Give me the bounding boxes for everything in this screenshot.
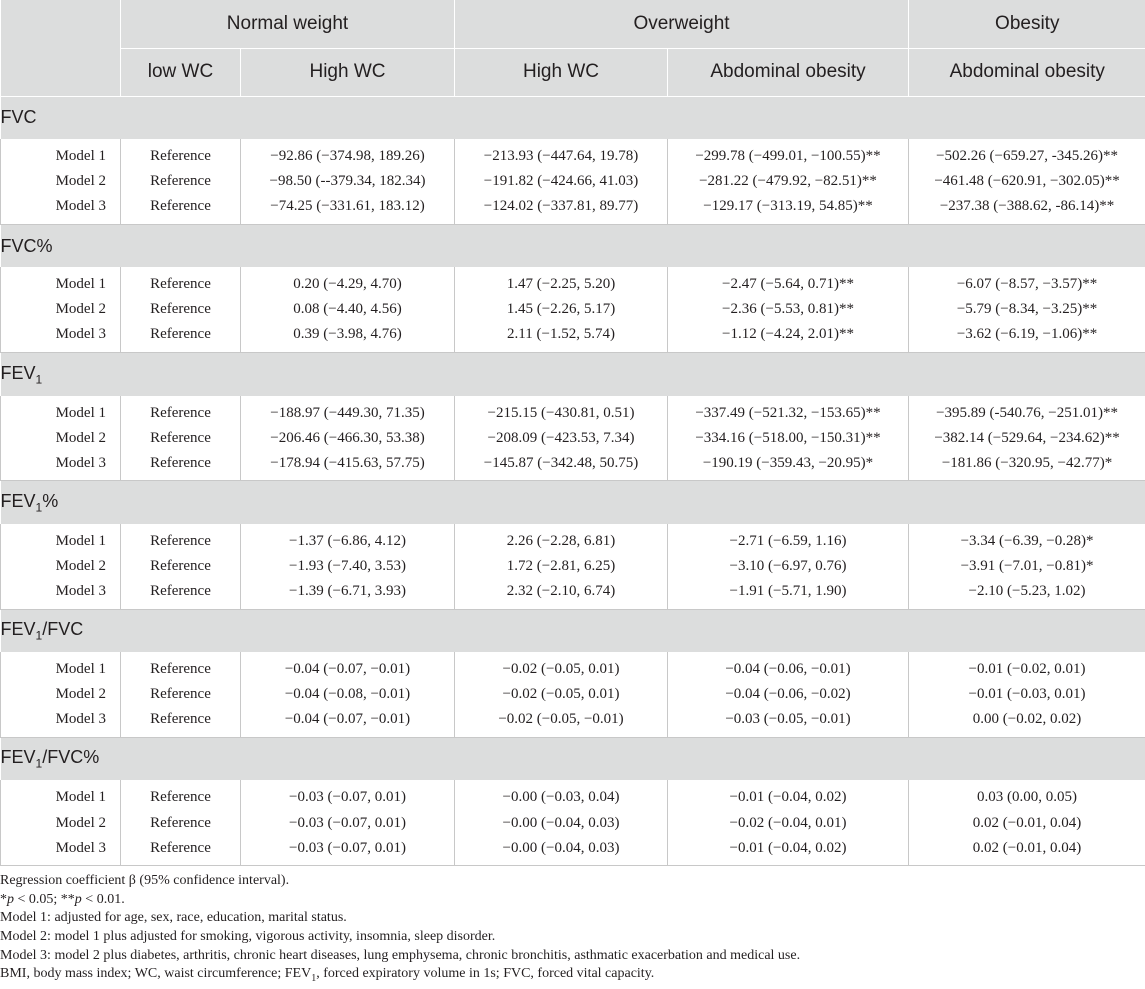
table-cell: −334.16 (−518.00, −150.31)** [668,426,909,451]
section-fev1-fvc [1,609,1145,737]
section-fev1-percent [1,481,1145,609]
table-row [1,836,1145,866]
section-fev1 [1,353,1145,481]
table-cell: −190.19 (−359.43, −20.95)* [668,451,909,481]
table-cell: −2.71 (−6.59, 1.16) [668,524,909,554]
table-cell: −145.87 (−342.48, 50.75) [455,451,668,481]
table-cell: Reference [121,579,241,609]
table-cell: −215.15 (−430.81, 0.51) [455,396,668,426]
table-cell: 0.39 (−3.98, 4.76) [241,323,455,353]
row-label: Model 3 [1,579,121,609]
section-fev1-fvc-percent [1,737,1145,865]
table-cell: −124.02 (−337.81, 89.77) [455,194,668,224]
row-label: Model 2 [1,810,121,835]
row-label: Model 1 [1,652,121,682]
table-cell: 1.45 (−2.26, 5.17) [455,297,668,322]
table-cell: Reference [121,524,241,554]
table-cell: Reference [121,682,241,707]
header-group-overweight: Overweight [455,0,909,48]
row-label: Model 1 [1,396,121,426]
table-cell: −299.78 (−499.01, −100.55)** [668,139,909,169]
table-cell: −0.03 (−0.07, 0.01) [241,780,455,810]
footnote-line: Model 3: model 2 plus diabetes, arthritis, chronic heart diseases, lung emphysema, chronic bronchitis, asthmatic exacerbation and medical use. [0,947,1145,966]
table-cell: Reference [121,810,241,835]
header-col-abdominal-obesity-overweight: Abdominal obesity [668,48,909,96]
table-cell: −502.26 (−659.27, -345.26)** [909,139,1145,169]
table-cell: −191.82 (−424.66, 41.03) [455,169,668,194]
header-col-high-wc-overweight: High WC [455,48,668,96]
table-cell: −206.46 (−466.30, 53.38) [241,426,455,451]
table-cell: Reference [121,297,241,322]
section-label: $FEV_1\%$ [1,481,1145,524]
table-cell: 0.20 (−4.29, 4.70) [241,267,455,297]
header-row-groups [1,0,1145,48]
table-cell: Reference [121,652,241,682]
header-group-normal-weight: Normal weight [121,0,455,48]
table-row [1,652,1145,682]
table-row [1,396,1145,426]
table-cell: −181.86 (−320.95, −42.77)* [909,451,1145,481]
table-cell: −0.00 (−0.04, 0.03) [455,810,668,835]
row-label: Model 2 [1,682,121,707]
table-cell: Reference [121,194,241,224]
table-cell: 2.32 (−2.10, 6.74) [455,579,668,609]
table-cell: −0.02 (−0.04, 0.01) [668,810,909,835]
header-row-subcolumns [1,48,1145,96]
table-cell: −0.04 (−0.08, −0.01) [241,682,455,707]
table-cell: −1.91 (−5.71, 1.90) [668,579,909,609]
section-fvc [1,96,1145,224]
table-cell: −461.48 (−620.91, −302.05)** [909,169,1145,194]
header-group-obesity: Obesity [909,0,1145,48]
table-footnotes [0,866,1145,988]
table-cell: 2.11 (−1.52, 5.74) [455,323,668,353]
table-row [1,297,1145,322]
table-cell: −92.86 (−374.98, 189.26) [241,139,455,169]
table-cell: −0.01 (−0.04, 0.02) [668,780,909,810]
table-cell: −395.89 (-540.76, −251.01)** [909,396,1145,426]
table-cell: −237.38 (−388.62, -86.14)** [909,194,1145,224]
table-cell: −0.03 (−0.07, 0.01) [241,810,455,835]
table-row [1,267,1145,297]
table-cell: −3.91 (−7.01, −0.81)* [909,554,1145,579]
footnote-line: Model 1: adjusted for age, sex, race, education, marital status. [0,909,1145,928]
table-cell: −74.25 (−331.61, 183.12) [241,194,455,224]
row-label: Model 3 [1,707,121,737]
table-cell: −178.94 (−415.63, 57.75) [241,451,455,481]
row-label: Model 2 [1,169,121,194]
table-cell: 2.26 (−2.28, 6.81) [455,524,668,554]
footnote-line: *p < 0.05; **p < 0.01. [0,891,1145,910]
table-row [1,139,1145,169]
row-label: Model 1 [1,139,121,169]
table-cell: −129.17 (−313.19, 54.85)** [668,194,909,224]
table-cell: −0.03 (−0.07, 0.01) [241,836,455,866]
table-cell: 1.47 (−2.25, 5.20) [455,267,668,297]
section-label: FVC% [1,224,1145,267]
table-row [1,451,1145,481]
table-cell: −0.04 (−0.07, −0.01) [241,707,455,737]
table-cell: 0.03 (0.00, 0.05) [909,780,1145,810]
table-cell: −3.10 (−6.97, 0.76) [668,554,909,579]
table-cell: −0.02 (−0.05, −0.01) [455,707,668,737]
table-row [1,554,1145,579]
table-cell: −0.01 (−0.04, 0.02) [668,836,909,866]
table-cell: Reference [121,323,241,353]
table-cell: 0.02 (−0.01, 0.04) [909,810,1145,835]
table-cell: −3.34 (−6.39, −0.28)* [909,524,1145,554]
header-col-low-wc: low WC [121,48,241,96]
row-label: Model 2 [1,426,121,451]
table-cell: −337.49 (−521.32, −153.65)** [668,396,909,426]
table-cell: −0.04 (−0.06, −0.01) [668,652,909,682]
table-cell: 0.08 (−4.40, 4.56) [241,297,455,322]
table-row [1,169,1145,194]
table-row [1,323,1145,353]
table-cell: Reference [121,554,241,579]
table-row [1,579,1145,609]
table-cell: Reference [121,451,241,481]
table-row [1,810,1145,835]
table-cell: −0.00 (−0.03, 0.04) [455,780,668,810]
section-label: $FEV_1$ [1,353,1145,396]
table-cell: −208.09 (−423.53, 7.34) [455,426,668,451]
table-cell: −188.97 (−449.30, 71.35) [241,396,455,426]
row-label: Model 3 [1,323,121,353]
table-cell: −2.36 (−5.53, 0.81)** [668,297,909,322]
table-cell: −6.07 (−8.57, −3.57)** [909,267,1145,297]
table-cell: −5.79 (−8.34, −3.25)** [909,297,1145,322]
section-fvc-percent [1,224,1145,352]
row-label: Model 3 [1,836,121,866]
row-label: Model 3 [1,451,121,481]
table-cell: −1.37 (−6.86, 4.12) [241,524,455,554]
header-col-abdominal-obesity-obesity: Abdominal obesity [909,48,1145,96]
row-label: Model 1 [1,524,121,554]
table-row [1,682,1145,707]
table-cell: Reference [121,139,241,169]
footnote-line: BMI, body mass index; WC, waist circumference; $FEV_1$, forced expiratory volume in 1s; FVC, forced vital capacity. [0,965,1145,988]
table-cell: −0.02 (−0.05, 0.01) [455,682,668,707]
table-cell: Reference [121,707,241,737]
header-corner [1,0,121,96]
table-cell: −0.04 (−0.07, −0.01) [241,652,455,682]
table-cell: Reference [121,267,241,297]
table-cell: Reference [121,169,241,194]
table-cell: −0.01 (−0.03, 0.01) [909,682,1145,707]
table-cell: 1.72 (−2.81, 6.25) [455,554,668,579]
section-label: $FEV_1/FVC\%$ [1,737,1145,780]
table-cell: −0.04 (−0.06, −0.02) [668,682,909,707]
table-cell: −0.01 (−0.02, 0.01) [909,652,1145,682]
table-cell: −2.47 (−5.64, 0.71)** [668,267,909,297]
table-cell: −281.22 (−479.92, −82.51)** [668,169,909,194]
table-cell: −1.39 (−6.71, 3.93) [241,579,455,609]
footnote-line: Model 2: model 1 plus adjusted for smoking, vigorous activity, insomnia, sleep disorder. [0,928,1145,947]
table-cell: −382.14 (−529.64, −234.62)** [909,426,1145,451]
table-cell: Reference [121,836,241,866]
row-label: Model 3 [1,194,121,224]
table-row [1,707,1145,737]
table-cell: −98.50 (--379.34, 182.34) [241,169,455,194]
row-label: Model 2 [1,554,121,579]
footnote-line: Regression coefficient β (95% confidence interval). [0,872,1145,891]
section-label: FVC [1,96,1145,139]
table-cell: Reference [121,426,241,451]
table-cell: 0.02 (−0.01, 0.04) [909,836,1145,866]
row-label: Model 2 [1,297,121,322]
row-label: Model 1 [1,780,121,810]
header-col-high-wc-normal: High WC [241,48,455,96]
table-cell: −2.10 (−5.23, 1.02) [909,579,1145,609]
table-cell: 0.00 (−0.02, 0.02) [909,707,1145,737]
table-cell: −1.93 (−7.40, 3.53) [241,554,455,579]
table-cell: −0.03 (−0.05, −0.01) [668,707,909,737]
table-cell: −0.02 (−0.05, 0.01) [455,652,668,682]
row-label: Model 1 [1,267,121,297]
table-cell: Reference [121,780,241,810]
table-row [1,194,1145,224]
table-cell: Reference [121,396,241,426]
table-cell: −213.93 (−447.64, 19.78) [455,139,668,169]
table-cell: −1.12 (−4.24, 2.01)** [668,323,909,353]
table-cell: −0.00 (−0.04, 0.03) [455,836,668,866]
table-row [1,524,1145,554]
section-label: $FEV_1$/FVC [1,609,1145,652]
table-row [1,426,1145,451]
table-row [1,780,1145,810]
table-cell: −3.62 (−6.19, −1.06)** [909,323,1145,353]
